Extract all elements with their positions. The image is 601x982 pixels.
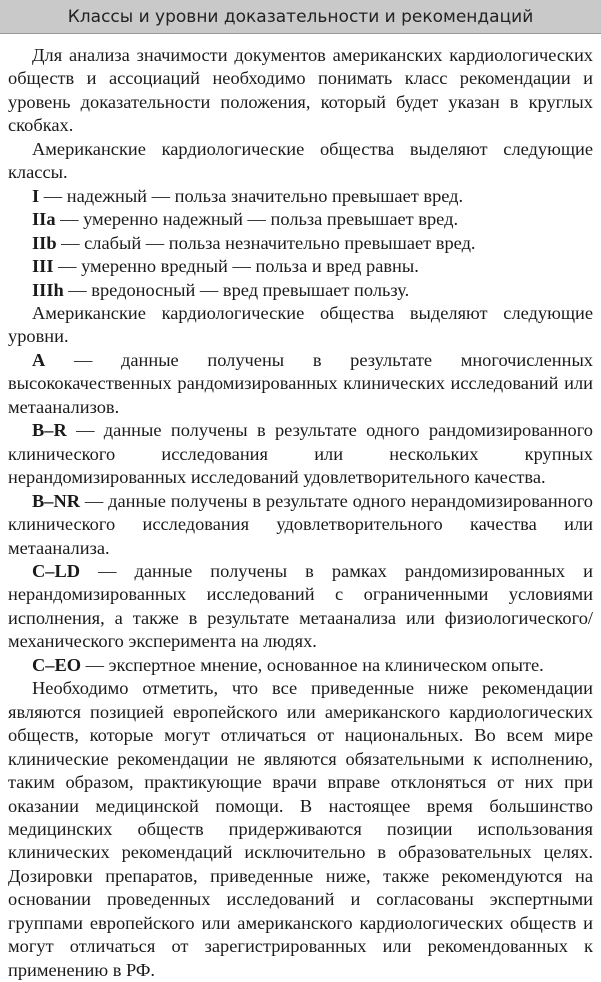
levels-intro: Американские кардиологические общества выделяют следующие уровни. [8, 302, 593, 347]
page-body [8, 44, 593, 982]
level-code: C–EO [32, 654, 82, 675]
class-code: IIa [32, 209, 56, 230]
class-item [8, 279, 593, 302]
class-description: — надежный — польза значительно превышает вред. [39, 185, 464, 206]
class-description: — умеренно надежный — польза превышает вред. [55, 209, 459, 230]
intro-paragraph: Для анализа значимости документов американских кардиологических обществ и ассоциаций необходимо понимать класс рекомендации и уровень доказательности положения, который будет указан в круглых скобках. [8, 45, 593, 136]
class-description: — слабый — польза незначительно превышает вред. [56, 232, 476, 253]
class-code: I [32, 185, 40, 206]
level-description: — экспертное мнение, основанное на клиническом опыте. [81, 654, 544, 675]
level-description: — данные получены в результате многочисленных высококачественных рандомизированных клинических исследований или метаанализов. [8, 349, 593, 417]
level-code: C–LD [32, 560, 81, 581]
running-header [0, 0, 601, 34]
level-description: — данные получены в рамках рандомизированных и нерандомизированных исследований с ограниченными условиями исполнения, а также в результате метаанализа или физиологического/механического эксперимента на людях. [8, 560, 593, 652]
level-description: — данные получены в результате одного нерандомизированного клинического исследования удовлетворительного качества или метаанализа. [8, 490, 593, 558]
class-description: — умеренно вредный — польза и вред равны. [53, 256, 419, 277]
level-item [8, 560, 593, 654]
class-item [8, 185, 593, 208]
level-code: B–R [32, 420, 67, 441]
level-description: — данные получены в результате одного рандомизированного клинического исследования или нескольких крупных нерандомизированных исследований удовлетворительного качества. [8, 420, 593, 488]
note-paragraph: Необходимо отметить, что все приведенные ниже рекомендации являются позицией европейского или американского кардиологических обществ, которые могут отличаться от национальных. Во всем мире клинические рекомендации не являются обязательными к исполнению, таким образом, практикующие врачи вправе отклоняться от них при оказании медицинской помощи. В настоящее время большинство медицинских обществ придерживаются позиции использования клинических рекомендаций исключительно в образовательных целях. Дозировки препаратов, приведенные ниже, также рекомендуются на основании проведенных исследований и согласованы экспертными группами европейского или американского кардиологических обществ и могут отличаться от зарегистрированных или рекомендованных к применению в РФ. [8, 678, 593, 980]
level-item [8, 654, 593, 677]
level-item [8, 490, 593, 560]
class-description: — вредоносный — вред превышает пользу. [63, 279, 410, 300]
class-code: III [32, 256, 54, 277]
class-item [8, 232, 593, 255]
classes-intro: Американские кардиологические общества выделяют следующие классы. [8, 138, 593, 183]
header-title: Классы и уровни доказательности и рекомендаций [67, 6, 534, 27]
class-item [8, 255, 593, 278]
class-item [8, 208, 593, 231]
level-item [8, 349, 593, 419]
class-code: IIIh [32, 279, 64, 300]
level-code: A [32, 349, 46, 370]
level-code: B–NR [32, 490, 81, 511]
level-item [8, 419, 593, 489]
class-code: IIb [32, 232, 57, 253]
